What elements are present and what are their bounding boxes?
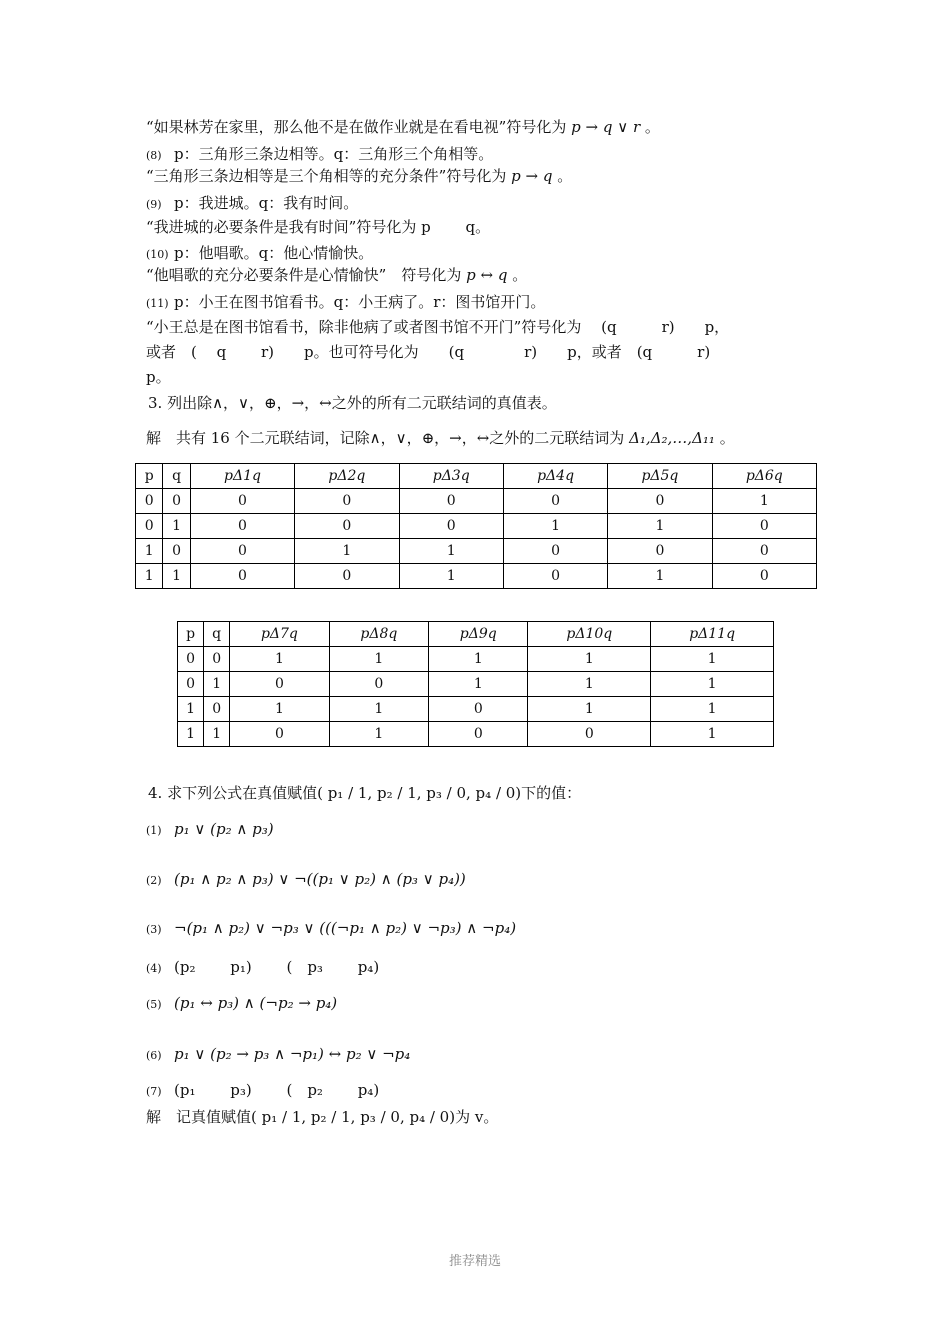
table-cell: 1 (329, 722, 428, 747)
table-cell: 0 (190, 564, 294, 589)
table-cell: 1 (136, 539, 163, 564)
math-formula: p₁ ∨ (p₂ → p₃ ∧ ¬p₁) ↔ p₂ ∨ ¬p₄ (174, 1045, 411, 1063)
header-cell: pΔ3q (399, 464, 503, 489)
text-line-6 (146, 242, 373, 266)
line-end: 。 (719, 429, 735, 447)
table-row (178, 722, 774, 747)
line-text: 解 共有 16 个二元联结词，记除∧，∨，⊕，→，↔之外的二元联结词为 (146, 429, 625, 447)
question-3-title (148, 392, 557, 414)
line-text: 4. 求下列公式在真值赋值( p₁ / 1, p₂ / 1, p₃ / 0, p₄ / 0)下的值： (148, 784, 582, 802)
page-footer: 推荐精选 (448, 1254, 501, 1269)
header-cell: q (163, 464, 190, 489)
line-text: p：我进城。q：我有时间。 (174, 194, 359, 212)
header-cell: pΔ5q (608, 464, 712, 489)
header-cell: pΔ8q (329, 622, 428, 647)
table-cell: 0 (528, 722, 651, 747)
item-number: (2) (146, 874, 162, 887)
item-number: (3) (146, 923, 162, 936)
item-number: (5) (146, 998, 162, 1011)
formula-item-2 (146, 868, 466, 892)
line-end: 。 (644, 118, 660, 136)
line-text: “三角形三条边相等是三个角相等的充分条件”符号化为 (146, 167, 507, 185)
text-line-7 (146, 264, 527, 286)
table-cell: 0 (608, 539, 712, 564)
item-number: (10) (146, 248, 169, 261)
table-cell: 1 (528, 672, 651, 697)
table-cell: 1 (204, 672, 230, 697)
table-cell: 1 (295, 539, 399, 564)
table-cell: 0 (608, 489, 712, 514)
table-cell: 1 (651, 697, 774, 722)
math-formula: (p₁ p₃) ( p₂ p₄) (174, 1081, 380, 1099)
line-text: 解 记真值赋值( p₁ / 1, p₂ / 1, p₃ / 0, p₄ / 0)为 v。 (146, 1108, 499, 1126)
header-cell: pΔ11q (651, 622, 774, 647)
table-cell: 1 (230, 697, 329, 722)
table-cell: 1 (230, 647, 329, 672)
line-text: “我进城的必要条件是我有时间”符号化为 p q。 (146, 218, 491, 236)
table-cell: 0 (329, 672, 428, 697)
table-cell: 0 (190, 539, 294, 564)
table-cell: 0 (136, 514, 163, 539)
table-cell: 0 (204, 647, 230, 672)
line-text: 或者 ( q r) p。也可符号化为 (q r) p，或者 (q r) (146, 343, 711, 361)
math-formula: ¬(p₁ ∧ p₂) ∨ ¬p₃ ∨ (((¬p₁ ∧ p₂) ∨ ¬p₃) ∧ ¬p₄) (174, 919, 517, 937)
table-cell: 0 (295, 514, 399, 539)
table-cell: 0 (163, 539, 190, 564)
text-line-11 (146, 366, 171, 388)
table-cell: 1 (712, 489, 816, 514)
line-end: 。 (512, 266, 528, 284)
math-formula: (p₁ ∧ p₂ ∧ p₃) ∨ ¬((p₁ ∨ p₂) ∧ (p₃ ∨ p₄)) (174, 870, 466, 888)
table-cell: 1 (608, 514, 712, 539)
table-cell: 0 (712, 514, 816, 539)
table-cell: 0 (503, 564, 607, 589)
text-line-4 (146, 192, 358, 216)
table-cell: 1 (503, 514, 607, 539)
text-line-1 (146, 116, 660, 138)
header-cell: pΔ2q (295, 464, 399, 489)
item-number: (7) (146, 1085, 162, 1098)
answer-4-intro (146, 1106, 498, 1128)
table-cell: 1 (163, 514, 190, 539)
table-row (136, 564, 817, 589)
math-formula: p → q (511, 167, 553, 185)
text-line-3 (146, 165, 572, 187)
table-cell: 1 (528, 697, 651, 722)
math-formula: p ↔ q (466, 266, 508, 284)
formula-item-5 (146, 992, 337, 1016)
table-cell: 0 (295, 564, 399, 589)
text-line-5 (146, 216, 490, 238)
table-cell: 0 (712, 564, 816, 589)
header-cell: pΔ7q (230, 622, 329, 647)
formula-item-4 (146, 956, 379, 980)
table-row (136, 539, 817, 564)
header-cell: pΔ4q (503, 464, 607, 489)
table-cell: 1 (429, 672, 528, 697)
truth-table-2 (177, 621, 774, 747)
math-formula: p₁ ∨ (p₂ ∧ p₃) (174, 820, 274, 838)
table-cell: 0 (178, 647, 204, 672)
math-formula: Δ₁,Δ₂,…,Δ₁₁ (629, 429, 715, 447)
table-row (178, 647, 774, 672)
header-cell: pΔ1q (190, 464, 294, 489)
table-cell: 1 (429, 647, 528, 672)
table-cell: 0 (178, 672, 204, 697)
math-formula: (p₂ p₁) ( p₃ p₄) (174, 958, 380, 976)
table-cell: 0 (230, 722, 329, 747)
table1-body (136, 489, 817, 589)
table-cell: 1 (178, 697, 204, 722)
line-text: “小王总是在图书馆看书，除非他病了或者图书馆不开门”符号化为 (q r) p， (146, 318, 730, 336)
table-cell: 0 (503, 489, 607, 514)
table-cell: 0 (429, 697, 528, 722)
header-cell: q (204, 622, 230, 647)
table-cell: 1 (204, 722, 230, 747)
table-row (136, 514, 817, 539)
item-number: (4) (146, 962, 162, 975)
item-number: (9) (146, 198, 162, 211)
table-row (178, 697, 774, 722)
table-cell: 0 (204, 697, 230, 722)
line-text: p：三角形三条边相等。q：三角形三个角相等。 (174, 145, 494, 163)
formula-item-7 (146, 1079, 379, 1103)
line-text: p：小王在图书馆看书。q：小王病了。r：图书馆开门。 (174, 293, 546, 311)
header-cell: pΔ9q (429, 622, 528, 647)
item-number: (6) (146, 1049, 162, 1062)
line-text: p：他唱歌。q：他心情愉快。 (174, 244, 374, 262)
answer-3-intro (146, 427, 735, 449)
table-cell: 0 (399, 489, 503, 514)
table-cell: 1 (178, 722, 204, 747)
table-cell: 1 (651, 647, 774, 672)
header-cell: p (178, 622, 204, 647)
table-header-row (136, 464, 817, 489)
question-4-title (148, 782, 581, 804)
truth-table-1 (135, 463, 817, 589)
table-cell: 1 (329, 697, 428, 722)
formula-item-3 (146, 917, 516, 941)
table-cell: 0 (429, 722, 528, 747)
text-line-8 (146, 291, 545, 315)
table-cell: 1 (651, 672, 774, 697)
table-cell: 0 (136, 489, 163, 514)
math-formula: (p₁ ↔ p₃) ∧ (¬p₂ → p₄) (174, 994, 338, 1012)
text-line-2 (146, 143, 493, 167)
table-cell: 0 (230, 672, 329, 697)
line-text: 3. 列出除∧，∨，⊕，→，↔之外的所有二元联结词的真值表。 (148, 394, 557, 412)
table-cell: 1 (399, 539, 503, 564)
table-cell: 0 (503, 539, 607, 564)
table-cell: 1 (329, 647, 428, 672)
table-cell: 1 (163, 564, 190, 589)
table-cell: 0 (399, 514, 503, 539)
line-end: 。 (557, 167, 573, 185)
text-line-10 (146, 341, 710, 363)
item-number: (1) (146, 824, 162, 837)
formula-item-6 (146, 1043, 410, 1067)
table-cell: 0 (712, 539, 816, 564)
line-text: p。 (146, 368, 171, 386)
table-cell: 1 (399, 564, 503, 589)
formula-item-1 (146, 818, 274, 842)
line-text: “如果林芳在家里，那么他不是在做作业就是在看电视”符号化为 (146, 118, 567, 136)
table-cell: 1 (528, 647, 651, 672)
table-row (136, 489, 817, 514)
table2-body (178, 647, 774, 747)
table-cell: 0 (163, 489, 190, 514)
table-cell: 0 (295, 489, 399, 514)
table-row (178, 672, 774, 697)
text-line-9 (146, 316, 729, 338)
table-cell: 0 (190, 514, 294, 539)
line-text: “他唱歌的充分必要条件是心情愉快” 符号化为 (146, 266, 462, 284)
math-formula: p → q ∨ r (571, 118, 641, 136)
header-cell: pΔ6q (712, 464, 816, 489)
table-header-row (178, 622, 774, 647)
header-cell: p (136, 464, 163, 489)
header-cell: pΔ10q (528, 622, 651, 647)
item-number: (8) (146, 149, 162, 162)
item-number: (11) (146, 297, 169, 310)
table-cell: 1 (608, 564, 712, 589)
table-cell: 0 (190, 489, 294, 514)
table-cell: 1 (136, 564, 163, 589)
table-cell: 1 (651, 722, 774, 747)
